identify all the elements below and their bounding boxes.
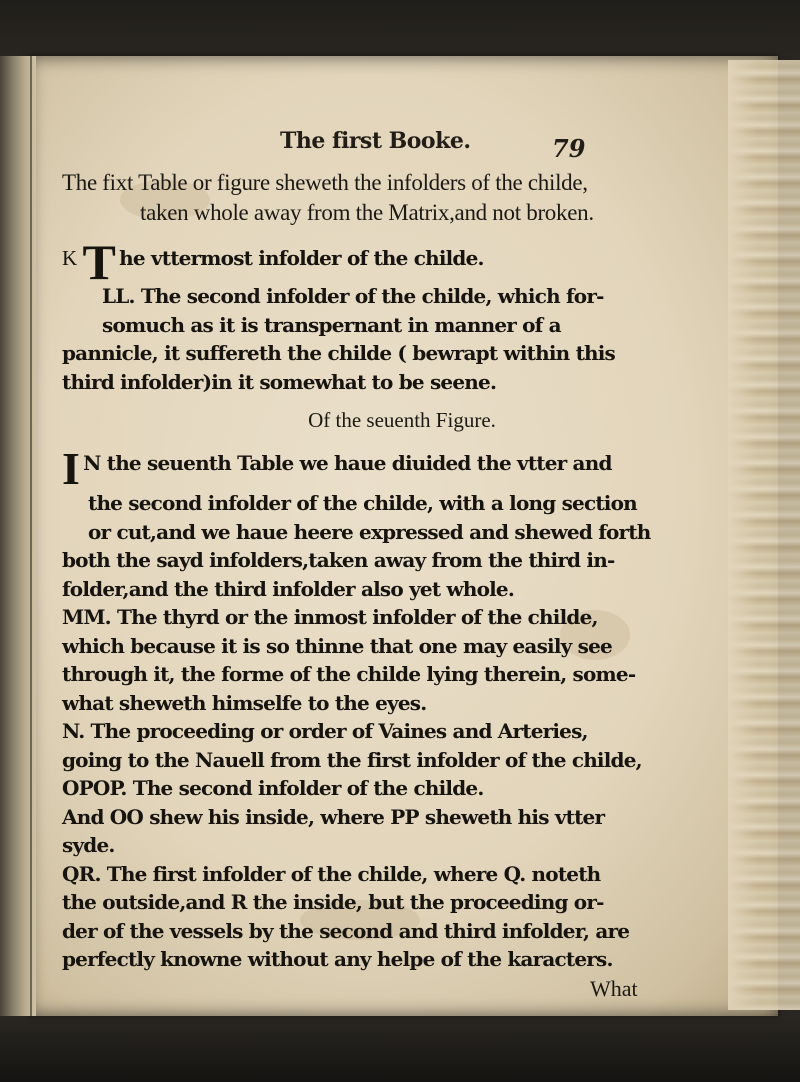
heading-line: The fixt Table or figure sheweth the infolders of the childe, [62,170,588,195]
text-line: OPOP. The second infolder of the childe. [62,776,484,800]
text-line: which because it is so thinne that one may easily see [62,633,612,658]
paragraph-seventh-figure [62,443,742,974]
line-text: N the seuenth Table we haue diuided the vtter and [83,451,612,475]
table-heading [62,168,742,228]
book-binding [0,56,36,1016]
text-line: the second infolder of the childe, with a long section [88,491,637,515]
text-line: N. The proceeding or order of Vaines and Arteries, [62,719,588,743]
heading-line: taken whole away from the Matrix,and not broken. [140,200,594,225]
text-line: perfectly knowne without any helpe of the karacters. [62,947,613,971]
text-line: both the sayd infolders,taken away from the third in- [62,548,615,572]
page-number: 79 [552,134,586,163]
text-line: going to the Nauell from the first infolder of the childe, [62,747,642,772]
paragraph-sixth-figure [62,234,742,396]
text-line: folder,and the third infolder also yet whole. [62,576,515,601]
text-line: pannicle, it suffereth the childe ( bewrapt within this [62,341,616,365]
text-line [62,443,742,494]
text-line: syde. [62,833,115,857]
section-heading: Of the seuenth Figure. [308,408,496,432]
text-line: QR. The first infolder of the childe, where Q. noteth [62,861,601,886]
line-text: he vttermost infolder of the childe. [119,246,484,270]
page-header [62,128,742,168]
page-text [62,128,742,1002]
text-line: And OO shew his inside, where PP sheweth his vtter [62,804,605,829]
text-line: or cut,and we haue heere expressed and shewed forth [88,519,651,544]
text-line: the outside,and R the inside, but the proceeding or- [62,890,604,914]
text-line: LL. The second infolder of the childe, which for- [102,284,604,308]
text-line: somuch as it is transpernant in manner of a [102,312,561,337]
text-line: through it, the forme of the childe lying therein, some- [62,662,636,686]
initial-letter: I [62,443,80,494]
catchword: What [590,975,638,1001]
initial-letter: T [82,234,116,290]
running-head: The first Booke. [280,128,471,154]
marker-letter: K [62,246,77,270]
text-line: der of the vessels by the second and third infolder, are [62,918,630,943]
text-line [62,234,742,290]
text-line: MM. The thyrd or the inmost infolder of the childe, [62,605,598,629]
text-line: what sheweth himselfe to the eyes. [62,690,427,715]
text-line: third infolder)in it somewhat to be seene. [62,369,497,394]
